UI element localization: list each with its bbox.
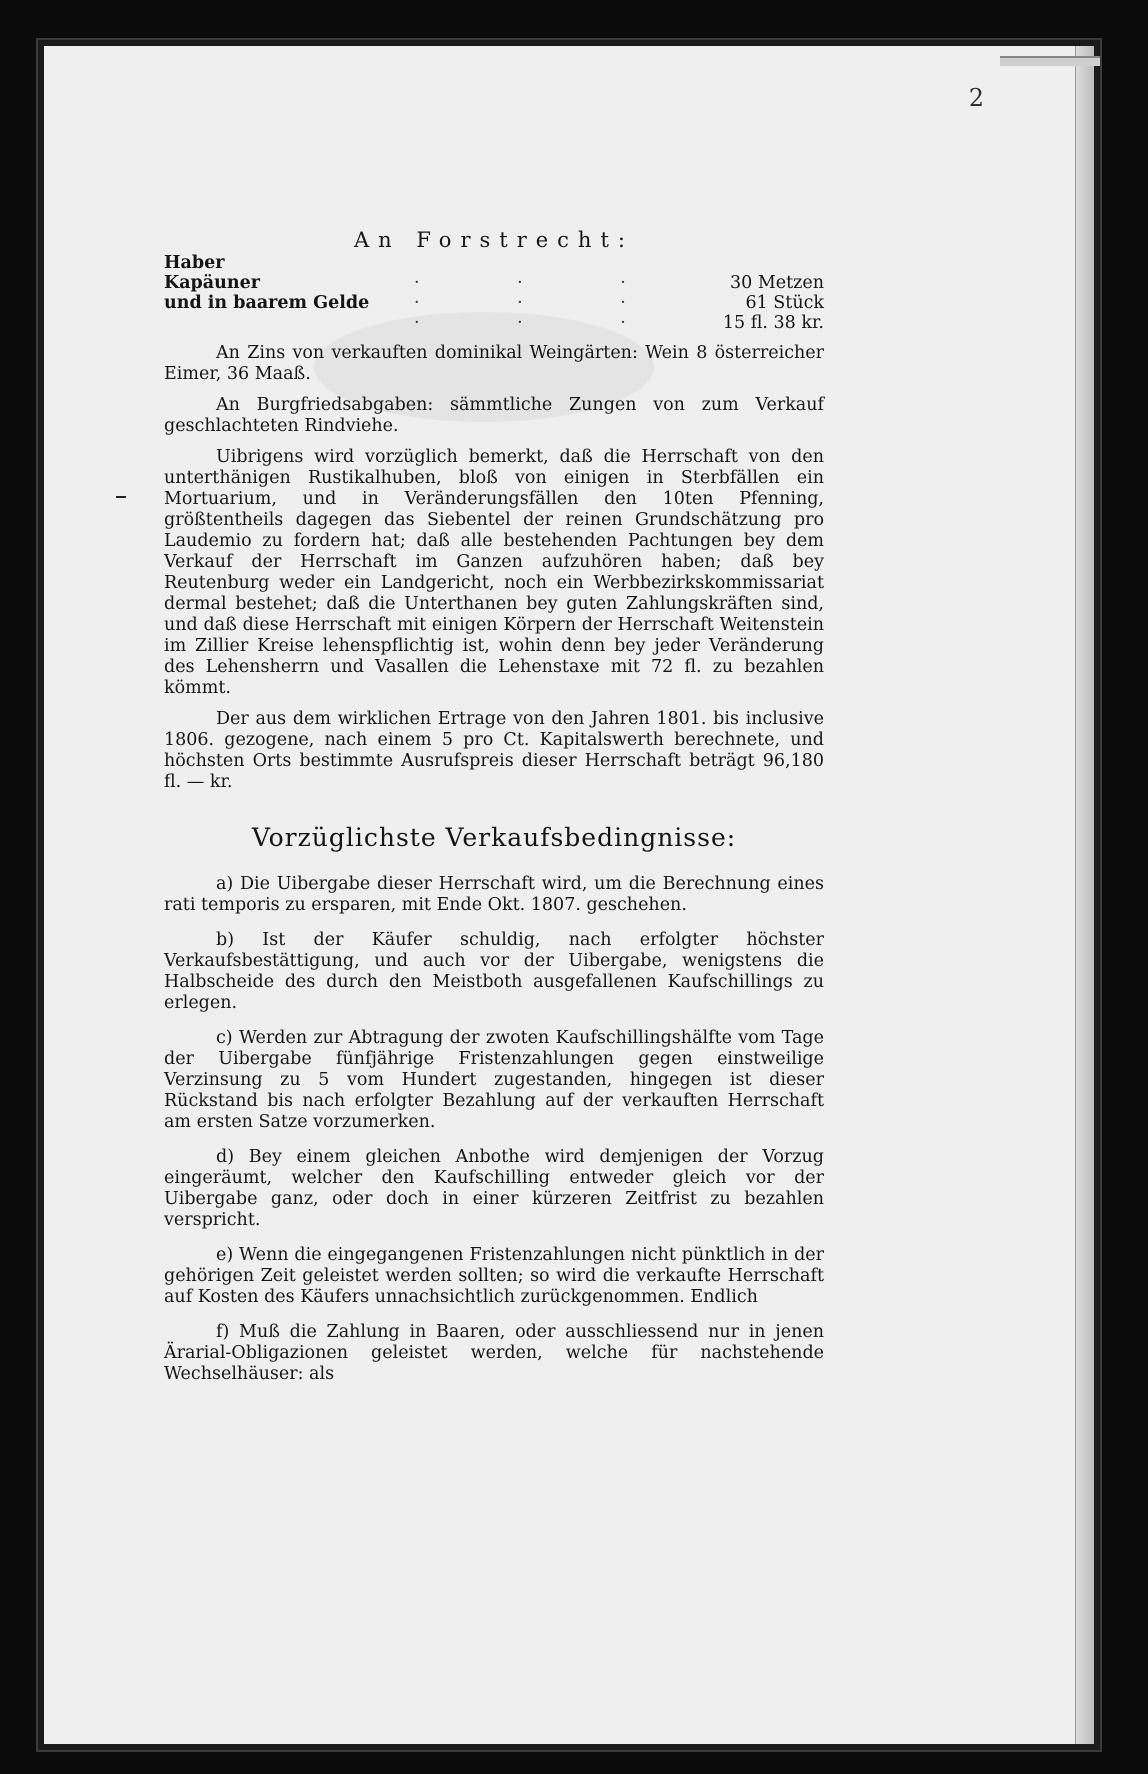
row-value: 30 Metzen (730, 273, 824, 293)
table-row (164, 253, 824, 273)
condition-item: d) Bey einem gleichen Anbothe wird demjenigen der Vorzug eingeräumt, welcher den Kaufschilling entweder gleich vor der Uibergabe ganz, oder doch in einer kürzeren Zeitfrist zu bezahlen verspricht. (164, 1147, 824, 1230)
condition-item: c) Werden zur Abtragung der zwoten Kaufschillingshälfte vom Tage der Uibergabe fünfjährige Fristenzahlungen gegen einstweilige Verzinsung zu 5 vom Hundert zugestanden, hingegen ist dieser Rückstand bis nach erfolgter Bezahlung auf der verkauften Herrschaft am ersten Satze vorzumerken. (164, 1028, 824, 1132)
row-label: Kapäuner (164, 273, 260, 293)
row-label: und in baarem Gelde (164, 293, 370, 313)
page-edge (1075, 46, 1094, 1744)
condition-item: a) Die Uibergabe dieser Herrschaft wird, um die Berechnung eines rati temporis zu ersparen, mit Ende Okt. 1807. geschehen. (164, 874, 824, 915)
paragraph: Der aus dem wirklichen Ertrage von den Jahren 1801. bis inclusive 1806. gezogene, nach einem 5 pro Ct. Kapitalswerth berechnete, und höchsten Orts bestimmte Ausrufspreis dieser Herrschaft beträgt 96,180 fl. — kr. (164, 709, 824, 792)
table-row: · · · 15 fl. 38 kr. (164, 313, 824, 333)
paragraph: An Zins von verkauften dominikal Weingärten: Wein 8 österreicher Eimer, 36 Maaß. (164, 343, 824, 384)
margin-mark (116, 496, 126, 498)
row-value: 15 fl. 38 kr. (722, 313, 824, 333)
row-value: 61 Stück (745, 293, 824, 313)
forest-rights-table (164, 253, 824, 333)
document-text (164, 230, 824, 1399)
conditions-heading: Vorzüglichste Verkaufsbedingnisse: (251, 823, 737, 852)
table-row: Kapäuner · · · 30 Metzen (164, 273, 824, 293)
paragraph: An Burgfriedsabgaben: sämmtliche Zungen von zum Verkauf geschlachteten Rindviehe. (164, 395, 824, 436)
row-label: Haber (164, 253, 225, 273)
row-label (164, 313, 394, 333)
condition-item: b) Ist der Käufer schuldig, nach erfolgter höchster Verkaufsbestättigung, und auch vor der Uibergabe, wenigstens die Halbscheide des durch den Meistboth ausgefallenen Kaufschillings zu erlegen. (164, 930, 824, 1013)
table-row: und in baarem Gelde · · · 61 Stück (164, 293, 824, 313)
section-heading: An Forstrecht: (354, 228, 634, 252)
paragraph: Uibrigens wird vorzüglich bemerkt, daß die Herrschaft von den unterthänigen Rustikalhuben, bloß von einigen in Sterbfällen ein Mortuarium, und in Veränderungsfällen den 10ten Pfenning, größtentheils dagegen das Siebentel der reinen Grundschätzung pro Laudemio zu fordern hat; daß alle bestehenden Pachtungen bey dem Verkauf der Herrschaft im Ganzen aufzuhören haben; daß bey Reutenburg weder ein Landgericht, noch ein Werbbezirkskommissariat dermal bestehet; daß die Unterthanen bey guten Zahlungskräften sind, und daß diese Herrschaft mit einigen Körpern der Herrschaft Weitenstein im Zillier Kreise lehenspflichtig ist, wohin denn bey jeder Veränderung des Lehensherrn und Vasallen die Lehenstaxe mit 72 fl. zu bezahlen kömmt. (164, 447, 824, 698)
condition-item: e) Wenn die eingegangenen Fristenzahlungen nicht pünktlich in der gehörigen Zeit geleistet werden sollten; so wird die verkaufte Herrschaft auf Kosten des Käufers unnachsichtlich zurückgenommen. Endlich (164, 1245, 824, 1307)
page-number: 2 (968, 84, 984, 112)
page-tab (1000, 56, 1100, 66)
row-value (709, 253, 824, 273)
condition-item: f) Muß die Zahlung in Baaren, oder ausschliessend nur in jenen Ärarial-Obligazionen geleistet werden, welche für nachstehende Wechselhäuser: als (164, 1322, 824, 1384)
